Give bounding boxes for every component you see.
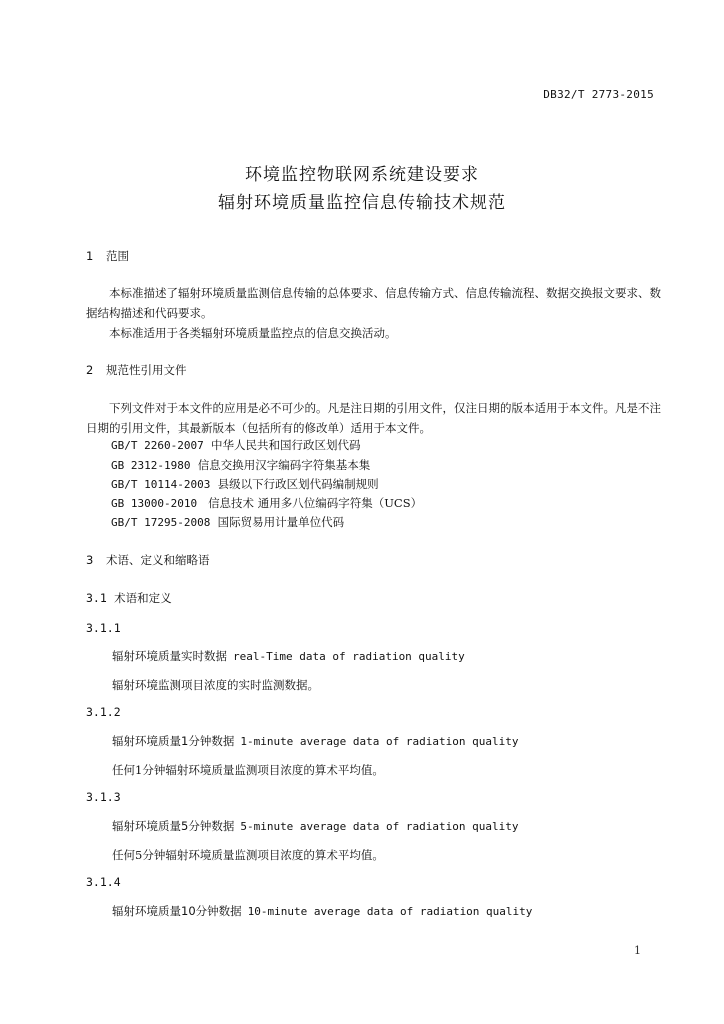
term-english: 10-minute average data of radiation quality [247,905,533,918]
scope-text [86,283,661,343]
reference-code: GB 13000-2010 [111,497,198,510]
term-number: 3.1.2 [86,705,121,719]
reference-code: GB/T 2260-2007 [111,439,204,452]
title-line-2: 辐射环境质量监控信息传输技术规范 [218,193,506,213]
term-chinese: 辐射环境质量5分钟数据 [112,819,235,833]
reference-item [111,457,370,473]
subsection-title: 术语和定义 [114,591,172,605]
term-definition: 任何1分钟辐射环境质量监测项目浓度的算术平均值。 [112,763,384,777]
reference-item [111,514,344,530]
section-number: 2 [86,363,94,377]
reference-item [111,437,361,453]
subsection-number: 3.1 [86,591,107,605]
term-definition: 任何5分钟辐射环境质量监测项目浓度的算术平均值。 [112,848,384,862]
title-line-1: 环境监控物联网系统建设要求 [245,165,479,185]
reference-title: 县级以下行政区划代码编制规则 [217,477,379,491]
section-title: 术语、定义和缩略语 [106,553,210,567]
normative-intro-paragraph: 下列文件对于本文件的应用是必不可少的。凡是注日期的引用文件，仅注日期的版本适用于本文件。凡是不注日期的引用文件，其最新版本（包括所有的修改单）适用于本文件。 [86,401,661,435]
section-2-heading [86,362,187,378]
term-definition: 辐射环境监测项目浓度的实时监测数据。 [112,678,319,692]
term-english: 1-minute average data of radiation quality [240,735,519,748]
section-title: 规范性引用文件 [106,363,187,377]
subsection-3-1-heading [86,590,172,606]
document-number: DB32/T 2773-2015 [543,88,654,101]
scope-paragraph-1: 本标准描述了辐射环境质量监测信息传输的总体要求、信息传输方式、信息传输流程、数据交换报文要求、数据结构描述和代码要求。 [86,286,661,320]
reference-code: GB 2312-1980 [111,459,191,472]
scope-paragraph-2: 本标准适用于各类辐射环境质量监控点的信息交换活动。 [109,326,397,340]
term-number: 3.1.1 [86,621,121,635]
term-english: 5-minute average data of radiation quality [240,820,519,833]
term-entry [112,903,532,919]
section-title: 范围 [106,249,129,263]
term-number: 3.1.3 [86,790,121,804]
term-entry [112,818,518,834]
term-chinese: 辐射环境质量实时数据 [112,649,227,663]
reference-item [111,495,422,511]
term-chinese: 辐射环境质量10分钟数据 [112,904,242,918]
reference-title: 国际贸易用计量单位代码 [217,515,345,529]
section-number: 1 [86,249,94,263]
reference-title: 信息交换用汉字编码字符集基本集 [197,458,371,472]
term-number: 3.1.4 [86,875,121,889]
section-3-heading [86,552,210,568]
term-chinese: 辐射环境质量1分钟数据 [112,734,235,748]
section-1-heading [86,248,129,264]
reference-item [111,476,379,492]
reference-code: GB/T 17295-2008 [111,516,211,529]
term-english: real-Time data of radiation quality [233,650,465,663]
term-entry [112,733,518,749]
normative-intro [86,398,661,438]
section-number: 3 [86,553,94,567]
reference-code: GB/T 10114-2003 [111,478,211,491]
term-entry [112,648,465,664]
reference-title: 中华人民共和国行政区划代码 [211,438,361,452]
page-number: 1 [634,944,641,957]
reference-title: 信息技术 通用多八位编码字符集（UCS） [208,496,423,510]
